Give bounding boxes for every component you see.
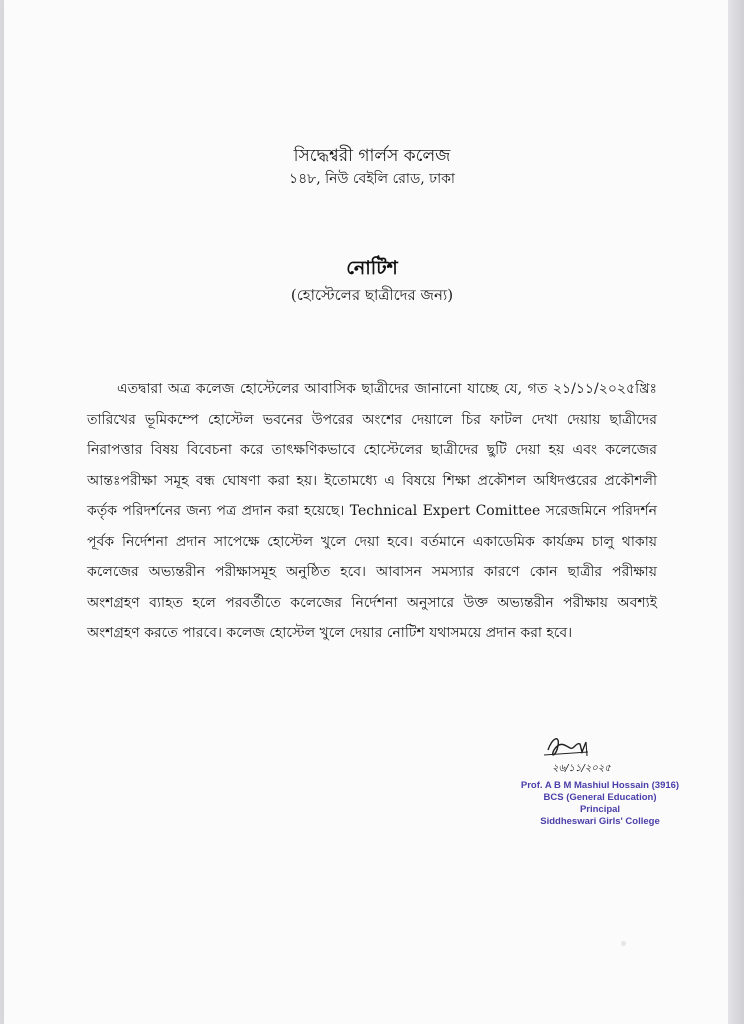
signature-block [500, 780, 700, 828]
signatory-designation: Principal [579, 804, 621, 815]
notice-subtitle: (হোস্টেলের ছাত্রীদের জন্য) [290, 286, 454, 304]
notice-title: নোটিশ [346, 257, 398, 279]
handwritten-signature [540, 728, 640, 776]
signature-date: ২৬/১১/২০২৫ [552, 763, 611, 774]
signatory-cadre: BCS (General Education) [543, 792, 657, 803]
paper-speck [621, 941, 626, 946]
signatory-name: Prof. A B M Mashiul Hossain (3916) [520, 780, 680, 791]
college-address: ১৪৮, নিউ বেইলি রোড, ঢাকা [289, 171, 455, 187]
signatory-institution: Siddheswari Girls' College [540, 816, 660, 827]
notice-body: এতদ্বারা অত্র কলেজ হোস্টেলের আবাসিক ছাত্রীদের জানানো যাচ্ছে যে, গত ২১/১১/২০২৫খ্রিঃ তারিখের ভূমিকম্পে হোস্টেল ভবনের উপরের অংশের দেয়ালে চির ফাটল দেখা দেয়ায় ছাত্রীদের নিরাপত্তার বিষয় বিবেচনা করে তাৎক্ষণিকভাবে হোস্টেলের ছাত্রীদের ছুটি দেয়া হয় এবং কলেজের আন্তঃপরীক্ষা সমূহ বন্ধ ঘোষণা করা হয়। ইতোমধ্যে এ বিষয়ে শিক্ষা প্রকৌশল অধিদপ্তরের প্রকৌশলী কর্তৃক পরিদর্শনের জন্য পত্র প্রদান করা হয়েছে। Technical Expert Comittee সরেজমিনে পরিদর্শন পূর্বক নির্দেশনা প্রদান সাপেক্ষে হোস্টেল খুলে দেয়া হবে। বর্তমানে একাডেমিক কার্যক্রম চালু থাকায় কলেজের অভ্যন্তরীন পরীক্ষাসমূহ অনুষ্ঠিত হবে। আবাসন সমস্যার কারণে কোন ছাত্রীর পরীক্ষায় অংশগ্রহণ ব্যাহত হলে পরবর্তীতে কলেজের নির্দেশনা অনুসারে উক্ত অভ্যন্তরীন পরীক্ষায় অবশ্যই অংশগ্রহণ করতে পারবে। কলেজ হোস্টেল খুলে দেয়ার নোটিশ যথাসময়ে প্রদান করা হবে। [87, 381, 657, 641]
college-name: সিদ্ধেশ্বরী গার্লস কলেজ [293, 146, 451, 166]
